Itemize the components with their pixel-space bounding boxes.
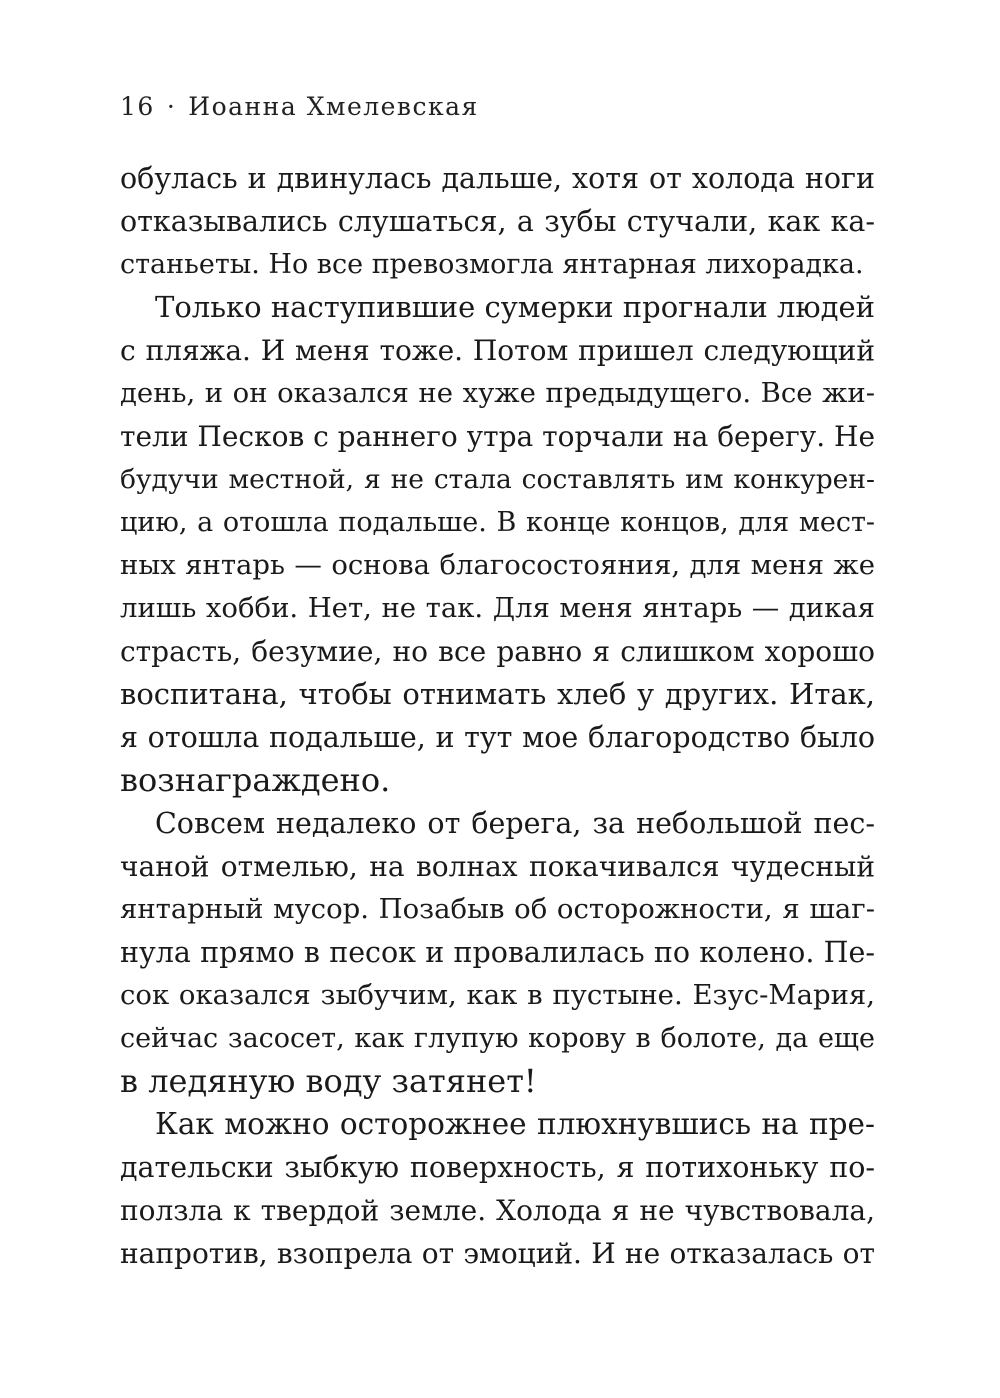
- text-line: ползла к твердой земле. Холода я не чувствовала,: [120, 1194, 875, 1227]
- text-line: сейчас засосет, как глупую корову в болоте, да еще: [120, 1023, 875, 1054]
- text-line: день, и он оказался не хуже предыдущего. Все жи-: [120, 377, 875, 409]
- text-line: воспитана, чтобы отнимать хлеб у других. Итак,: [120, 677, 875, 711]
- text-line: янтарный мусор. Позабыв об осторожности, я шаг-: [120, 893, 875, 925]
- text-line: ных янтарь — основа благосостояния, для меня же: [120, 549, 875, 581]
- running-header: [120, 90, 479, 124]
- text-line: вознаграждено.: [120, 761, 391, 799]
- page-number: 16: [120, 92, 155, 121]
- text-line: будучи местной, я не стала составлять им конкурен-: [120, 464, 875, 495]
- text-line: лишь хобби. Нет, не так. Для меня янтарь — дикая: [120, 592, 875, 624]
- text-line: Совсем недалеко от берега, за небольшой пес-: [155, 807, 875, 840]
- text-line: сок оказался зыбучим, как в пустыне. Езус-Мария,: [120, 979, 875, 1011]
- text-line: дательски зыбкую поверхность, я потихоньку по-: [120, 1151, 875, 1184]
- body-text: [120, 157, 875, 1275]
- text-line: страсть, безумие, но все равно я слишком хорошо: [120, 635, 875, 668]
- text-line: станьеты. Но все превозмогла янтарная лихорадка.: [120, 249, 864, 280]
- text-line: цию, а отошла подальше. В конце концов, для мест-: [120, 507, 875, 538]
- text-line: обулась и двинулась дальше, хотя от холода ноги: [120, 162, 875, 195]
- text-line: Только наступившие сумерки прогнали людей: [155, 290, 875, 324]
- text-line: в ледяную воду затянет!: [120, 1062, 537, 1100]
- text-line: я отошла подальше, и тут мое благородство было: [120, 721, 875, 754]
- text-line: нула прямо в песок и провалилась по колено. Пе-: [120, 936, 875, 969]
- text-line: напротив, взопрела от эмоций. И не отказалась от: [120, 1237, 875, 1270]
- text-line: чаной отмелью, на волнах покачивался чудесный: [120, 850, 875, 883]
- text-line: Как можно осторожнее плюхнувшись на пре-: [155, 1107, 875, 1141]
- text-line: с пляжа. И меня тоже. Потом пришел следующий: [120, 334, 875, 367]
- text-line: тели Песков с раннего утра торчали на берегу. Не: [120, 420, 876, 453]
- text-line: отказывались слушаться, а зубы стучали, как ка-: [120, 205, 875, 238]
- author-name: Иоанна Хмелевская: [188, 92, 479, 121]
- header-separator: ·: [166, 92, 177, 121]
